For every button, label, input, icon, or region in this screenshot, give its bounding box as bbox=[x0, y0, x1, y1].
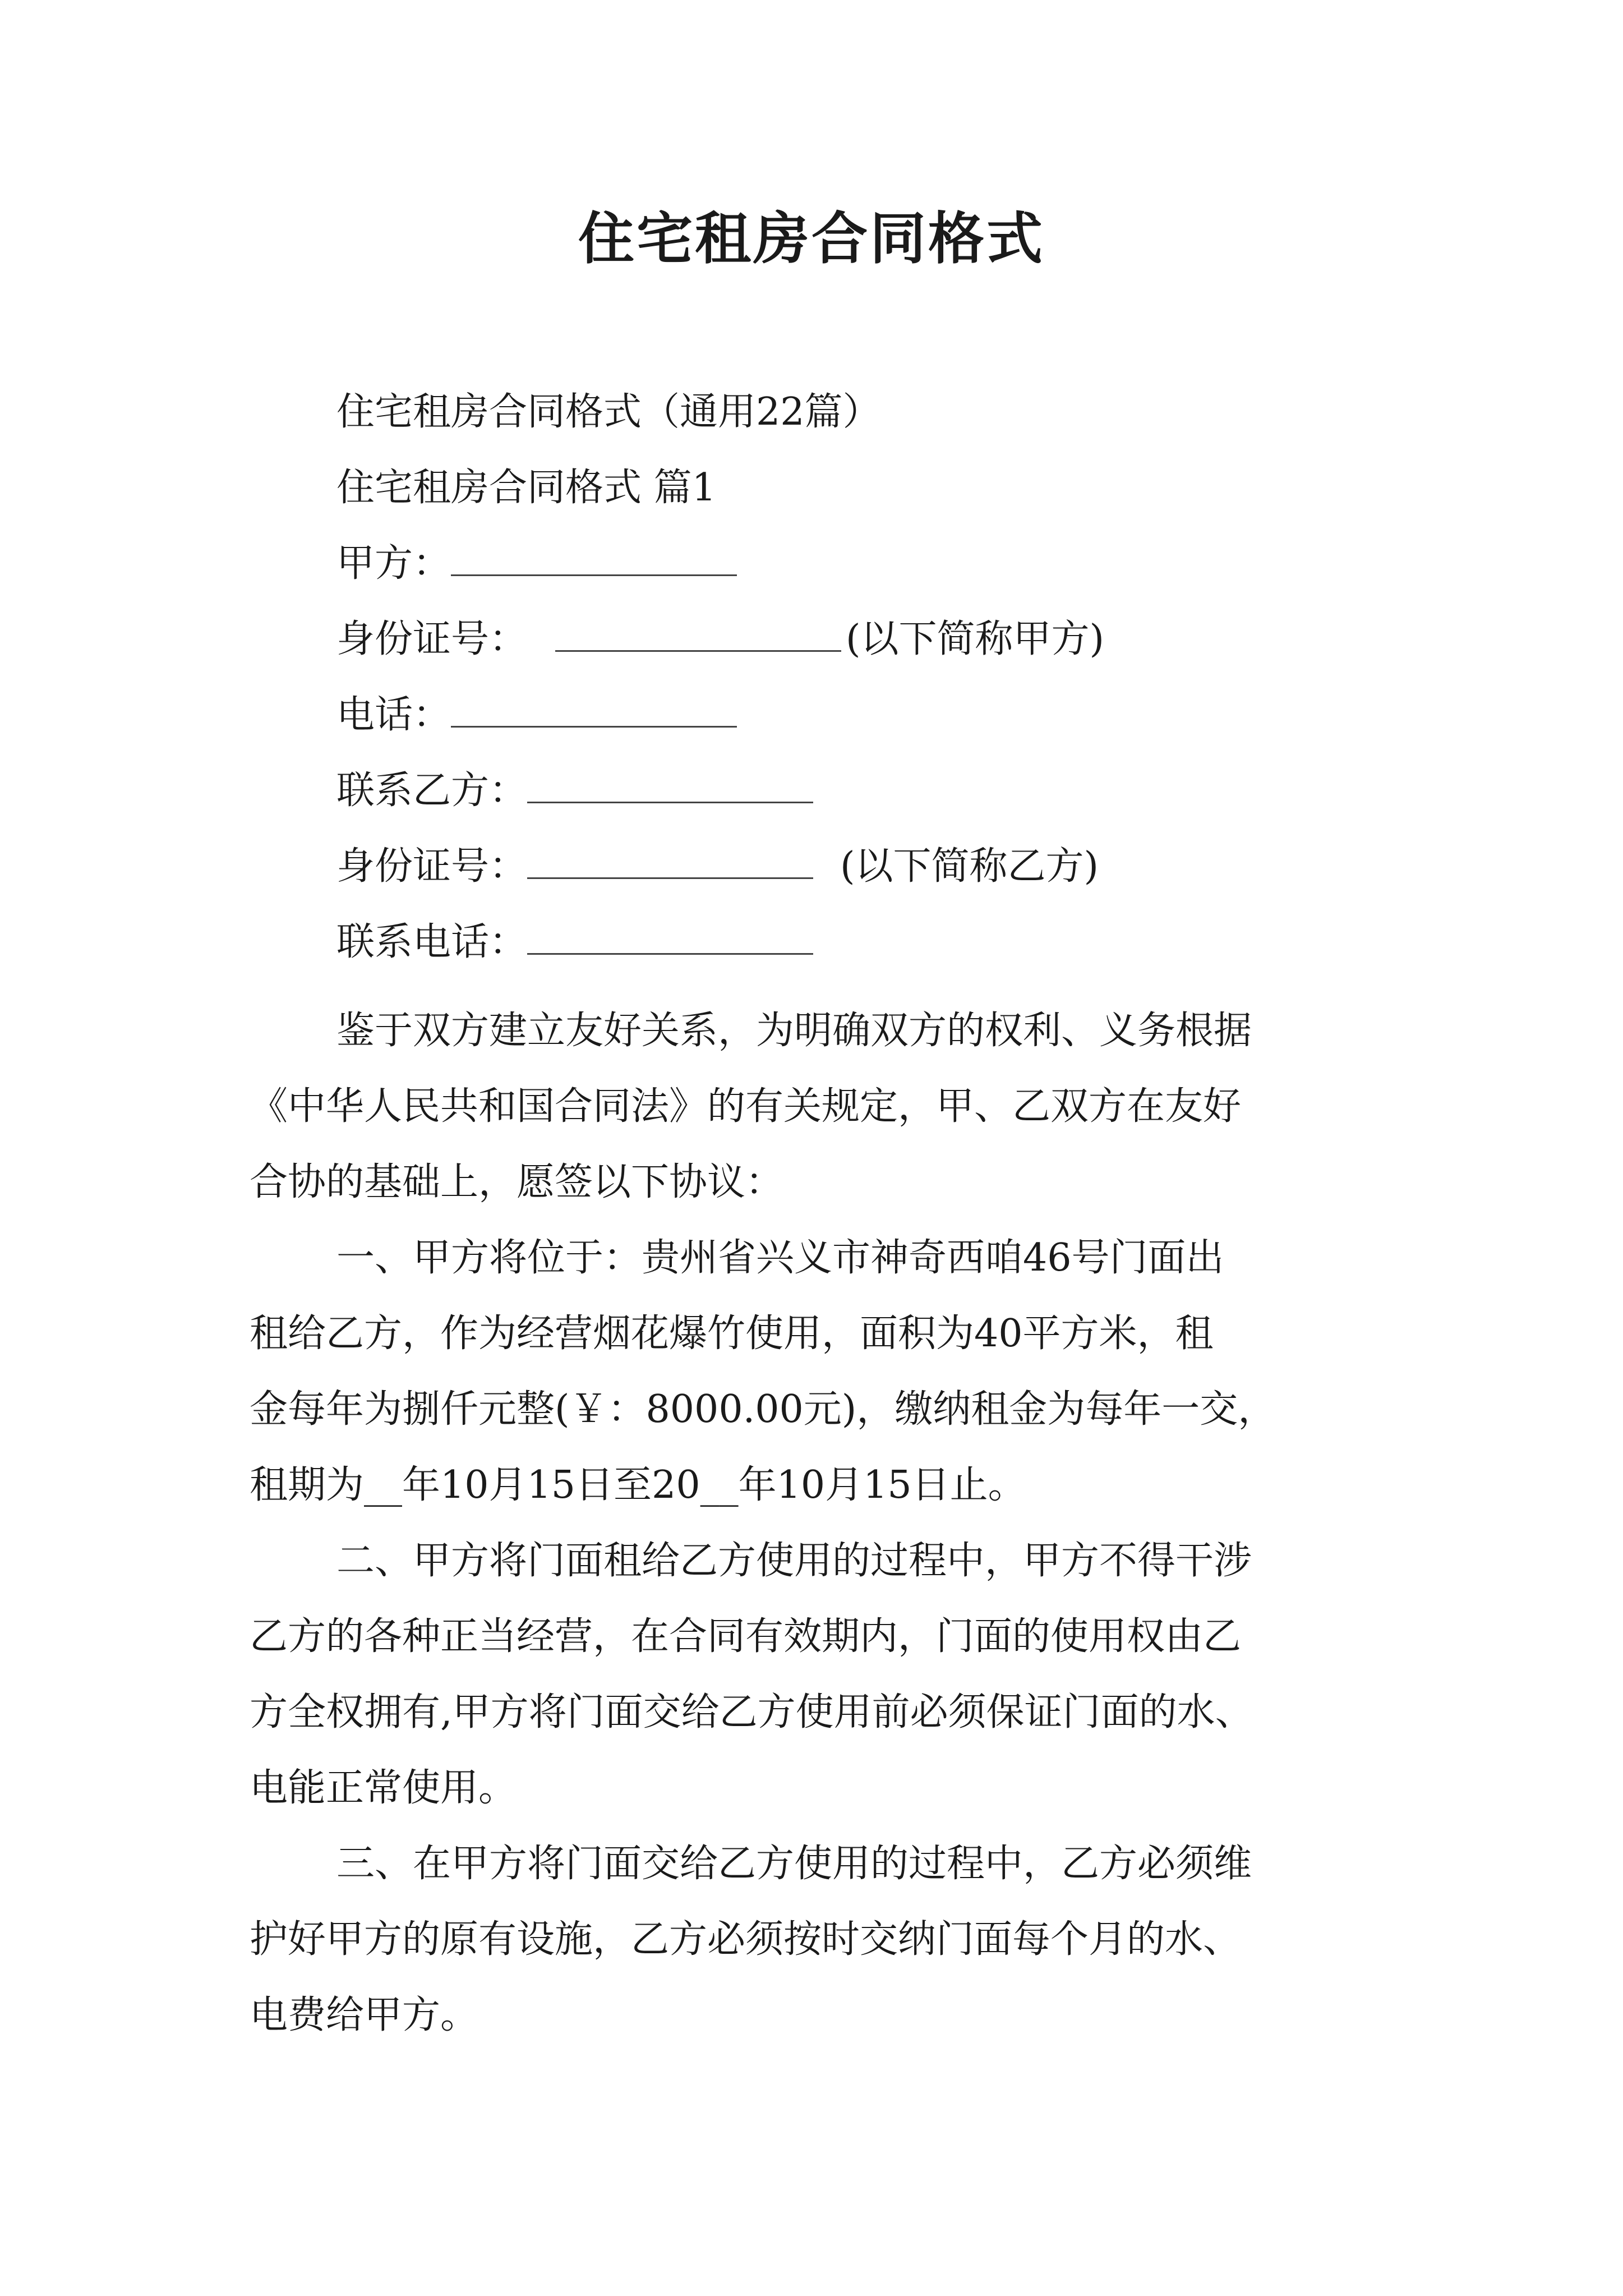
paragraph-line: 电费给甲方。 bbox=[250, 1993, 479, 2037]
paragraph-line: 合协的基础上，愿签以下协议： bbox=[250, 1160, 784, 1204]
blank-line bbox=[451, 541, 737, 576]
paragraph-line: 《中华人民共和国合同法》的有关规定，甲、乙双方在友好 bbox=[250, 1084, 1242, 1129]
document-subtitle: 住宅租房合同格式（通用22篇） bbox=[336, 390, 881, 434]
paragraph-line: 乙方的各种正当经营，在合同有效期内，门面的使用权由乙 bbox=[250, 1614, 1242, 1659]
field-suffix: (以下简称甲方) bbox=[846, 617, 1105, 661]
field-label: 联系乙方： bbox=[336, 769, 528, 813]
paragraph-line: 一、甲方将位于：贵州省兴义市神奇西咱46号门面出 bbox=[336, 1236, 1224, 1280]
blank-line bbox=[527, 844, 813, 879]
document-title: 住宅租房合同格式 bbox=[578, 205, 1045, 272]
field-id-b bbox=[336, 841, 1099, 892]
paragraph-preamble bbox=[250, 993, 1382, 1220]
paragraph-line: 金每年为捌仟元整(￥：8000.00元)，缴纳租金为每年一交， bbox=[250, 1387, 1276, 1432]
field-phone-b bbox=[336, 917, 818, 968]
field-label: 身份证号： bbox=[336, 844, 528, 889]
paragraph-line: 租期为__年10月15日至20__年10月15日止。 bbox=[250, 1463, 1026, 1507]
paragraph-clause-2 bbox=[250, 1523, 1382, 1826]
paragraph-line: 二、甲方将门面租给乙方使用的过程中，甲方不得干涉 bbox=[336, 1539, 1252, 1583]
field-label: 身份证号： bbox=[336, 617, 528, 661]
field-label: 甲方： bbox=[336, 541, 451, 586]
blank-line bbox=[555, 616, 841, 652]
paragraph-clause-1 bbox=[250, 1220, 1382, 1523]
field-party-b bbox=[336, 766, 818, 816]
blank-line bbox=[527, 768, 813, 803]
paragraph-clause-3 bbox=[250, 1826, 1382, 2053]
paragraph-line: 租给乙方，作为经营烟花爆竹使用，面积为40平方米，租 bbox=[250, 1312, 1214, 1356]
paragraph-line: 护好甲方的原有设施，乙方必须按时交纳门面每个月的水、 bbox=[250, 1917, 1242, 1962]
paragraph-line: 三、在甲方将门面交给乙方使用的过程中，乙方必须维 bbox=[336, 1842, 1252, 1886]
field-party-a bbox=[336, 539, 741, 589]
blank-line bbox=[527, 919, 813, 955]
field-suffix: (以下简称乙方) bbox=[840, 844, 1099, 889]
paragraph-line: 方全权拥有,甲方将门面交给乙方使用前必须保证门面的水、 bbox=[250, 1690, 1253, 1734]
blank-line bbox=[451, 692, 737, 728]
field-phone-a bbox=[336, 690, 741, 740]
field-label: 电话： bbox=[336, 693, 451, 737]
field-label: 联系电话： bbox=[336, 920, 528, 964]
field-id-a bbox=[336, 614, 1104, 665]
section-heading: 住宅租房合同格式 篇1 bbox=[336, 466, 716, 510]
paragraph-line: 鉴于双方建立友好关系，为明确双方的权利、义务根据 bbox=[336, 1009, 1252, 1053]
paragraph-line: 电能正常使用。 bbox=[250, 1766, 517, 1810]
